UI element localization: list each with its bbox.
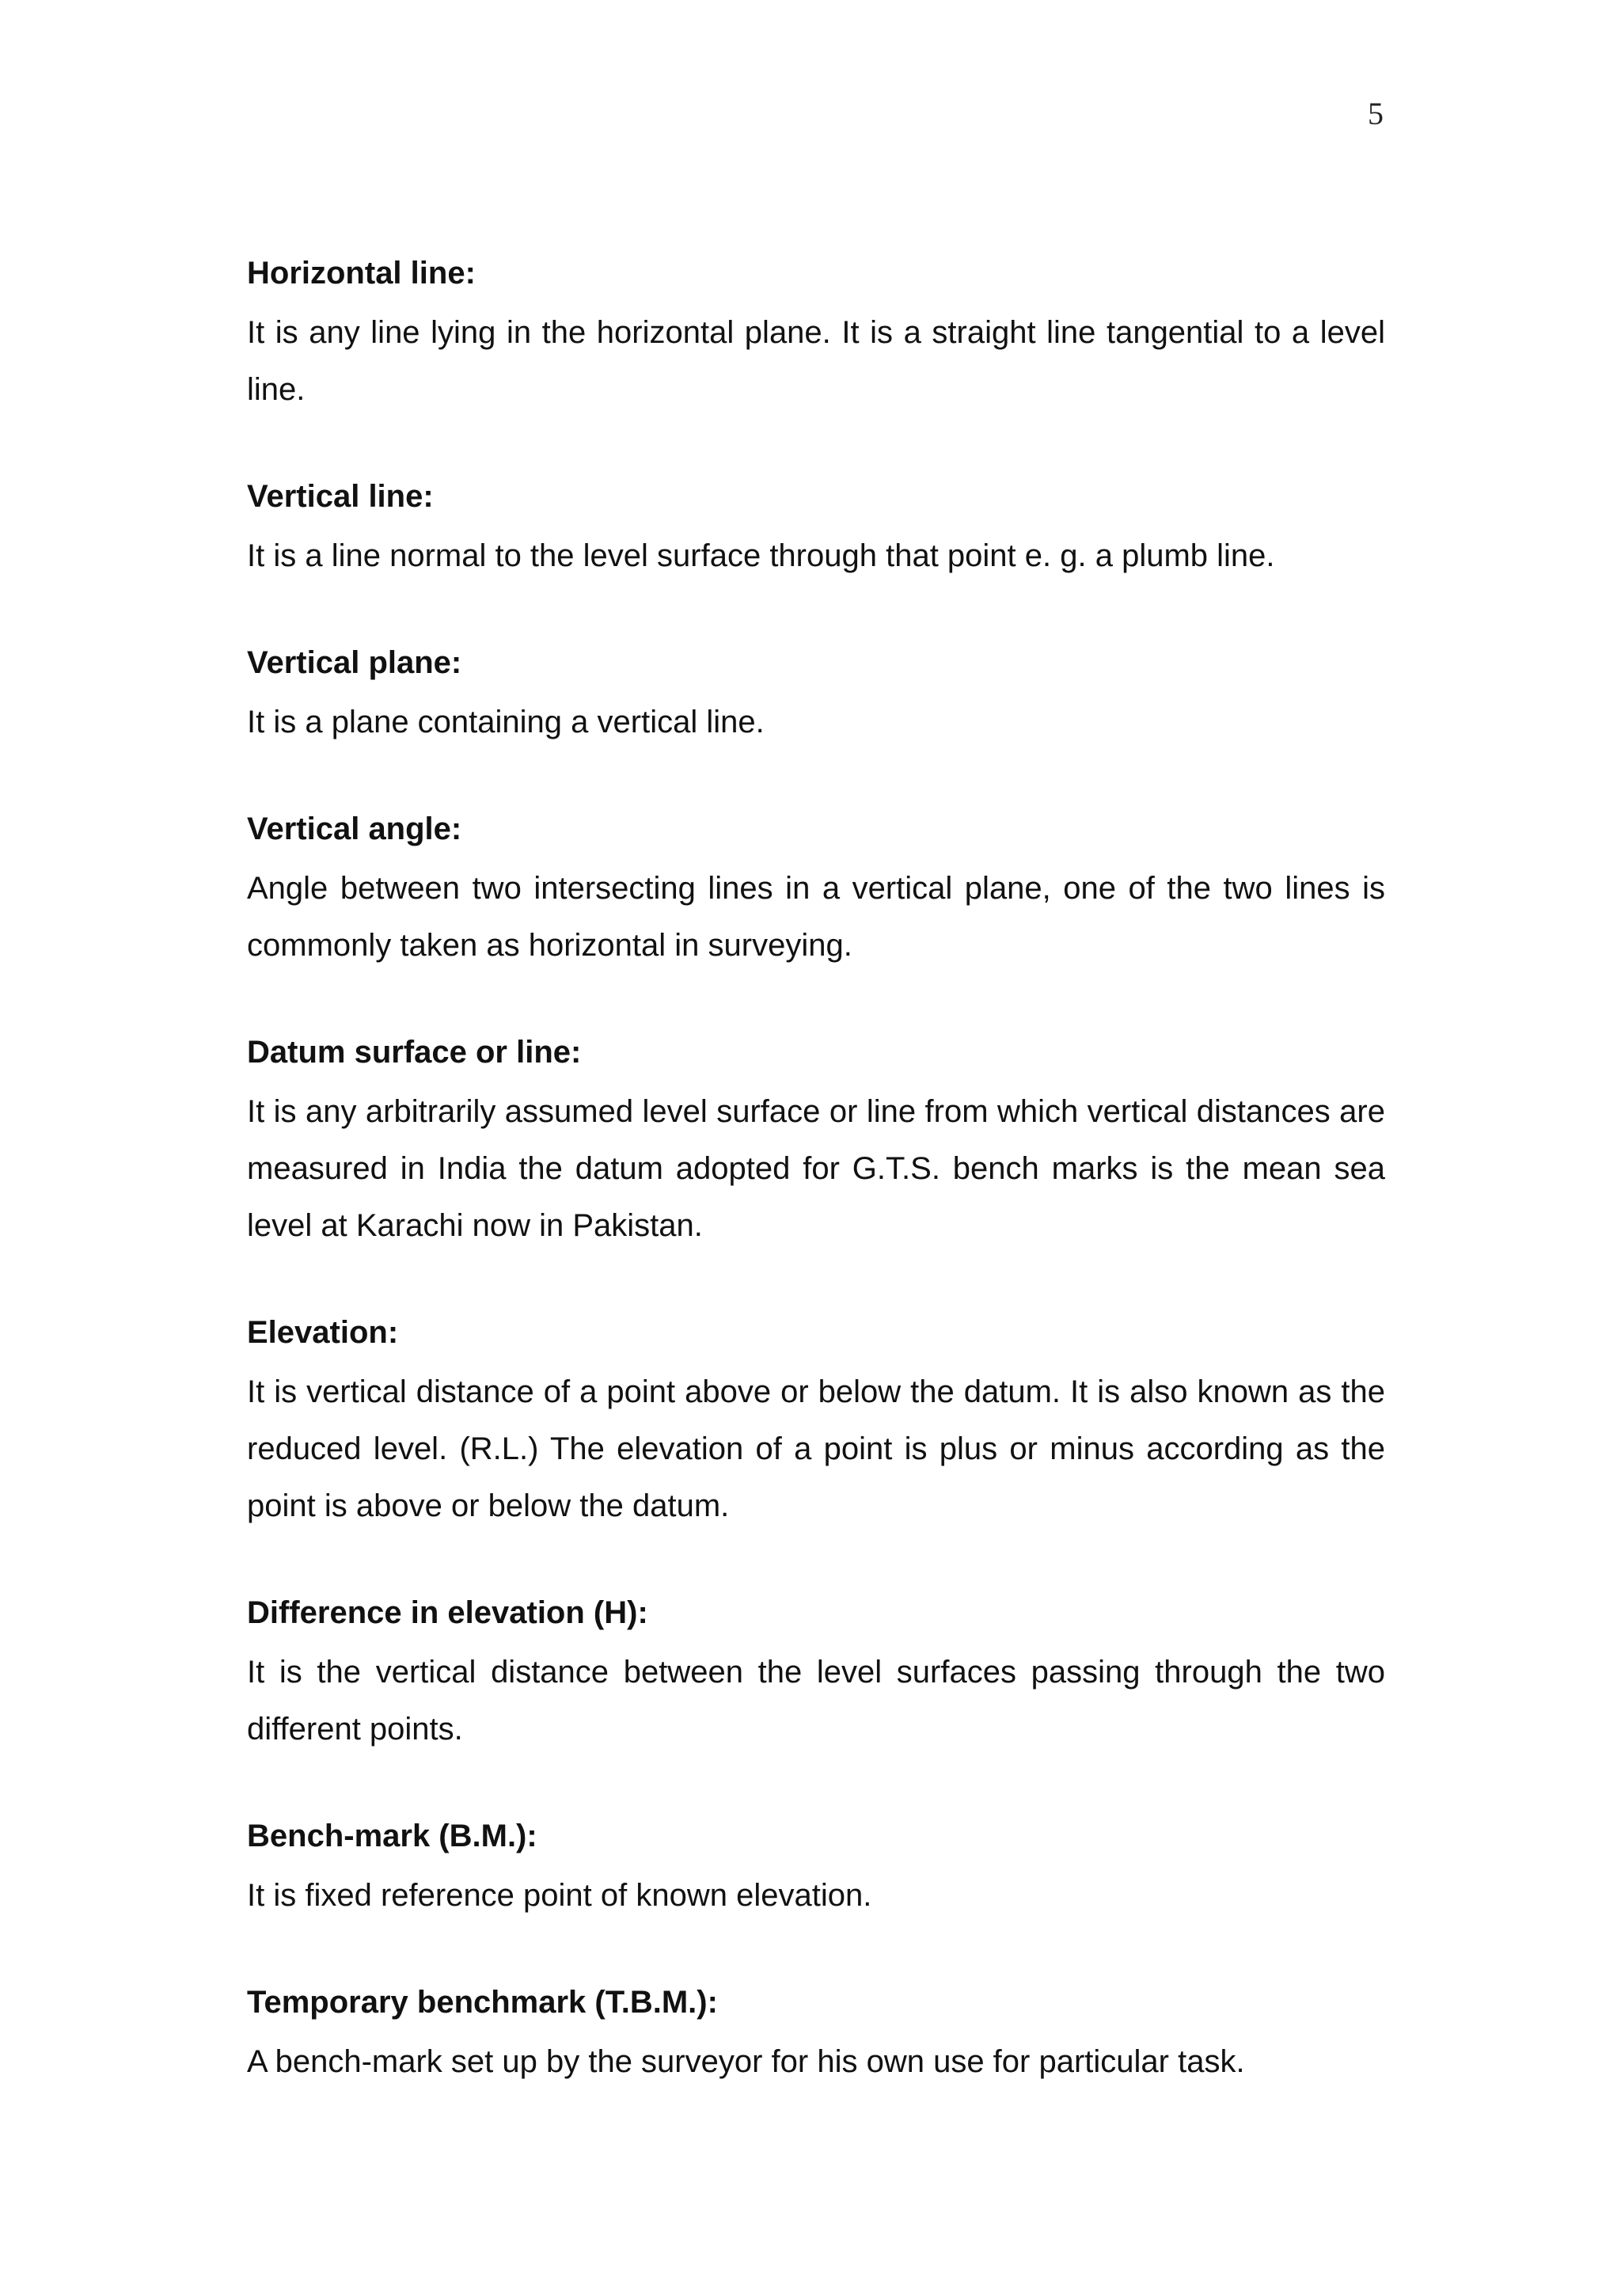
definition-vertical-angle: [247, 808, 1385, 974]
term-definition: It is fixed reference point of known elevation.: [247, 1878, 872, 1913]
term-heading: Elevation:: [247, 1315, 399, 1350]
definition-difference-in-elevation: [247, 1591, 1385, 1758]
term-heading: Vertical line:: [247, 479, 434, 514]
term-heading: Datum surface or line:: [247, 1035, 582, 1070]
definition-vertical-line: [247, 475, 1385, 584]
term-definition: It is vertical distance of a point above or below the datum. It is also known as the reduced level. (R.L.) The elevation of a point is plus or minus according as the point is above or below the datum.: [247, 1374, 1385, 1523]
page-number: 5: [1368, 96, 1384, 131]
definition-elevation: [247, 1311, 1385, 1534]
definition-vertical-plane: [247, 641, 1385, 751]
term-heading: Vertical angle:: [247, 812, 462, 846]
definition-temporary-benchmark: [247, 1981, 1385, 2090]
definition-horizontal-line: [247, 252, 1385, 418]
term-definition: A bench-mark set up by the surveyor for his own use for particular task.: [247, 2044, 1245, 2079]
term-definition: It is any arbitrarily assumed level surface or line from which vertical distances are measured in India the datum adopted for G.T.S. bench marks is the mean sea level at Karachi now in Pakistan.: [247, 1094, 1385, 1243]
document-body: [247, 252, 1385, 2147]
term-heading: Vertical plane:: [247, 645, 462, 680]
term-definition: It is a plane containing a vertical line.: [247, 705, 765, 739]
term-heading: Bench-mark (B.M.):: [247, 1819, 537, 1853]
term-heading: Difference in elevation (H):: [247, 1595, 648, 1630]
definition-datum-surface: [247, 1031, 1385, 1254]
definition-bench-mark: [247, 1815, 1385, 1924]
term-definition: It is a line normal to the level surface through that point e. g. a plumb line.: [247, 538, 1275, 573]
term-definition: It is the vertical distance between the level surfaces passing through the two different points.: [247, 1655, 1385, 1747]
term-heading: Horizontal line:: [247, 256, 476, 291]
term-definition: Angle between two intersecting lines in a vertical plane, one of the two lines is commonly taken as horizontal in surveying.: [247, 871, 1385, 963]
term-definition: It is any line lying in the horizontal plane. It is a straight line tangential to a level line.: [247, 315, 1385, 407]
term-heading: Temporary benchmark (T.B.M.):: [247, 1985, 718, 2020]
